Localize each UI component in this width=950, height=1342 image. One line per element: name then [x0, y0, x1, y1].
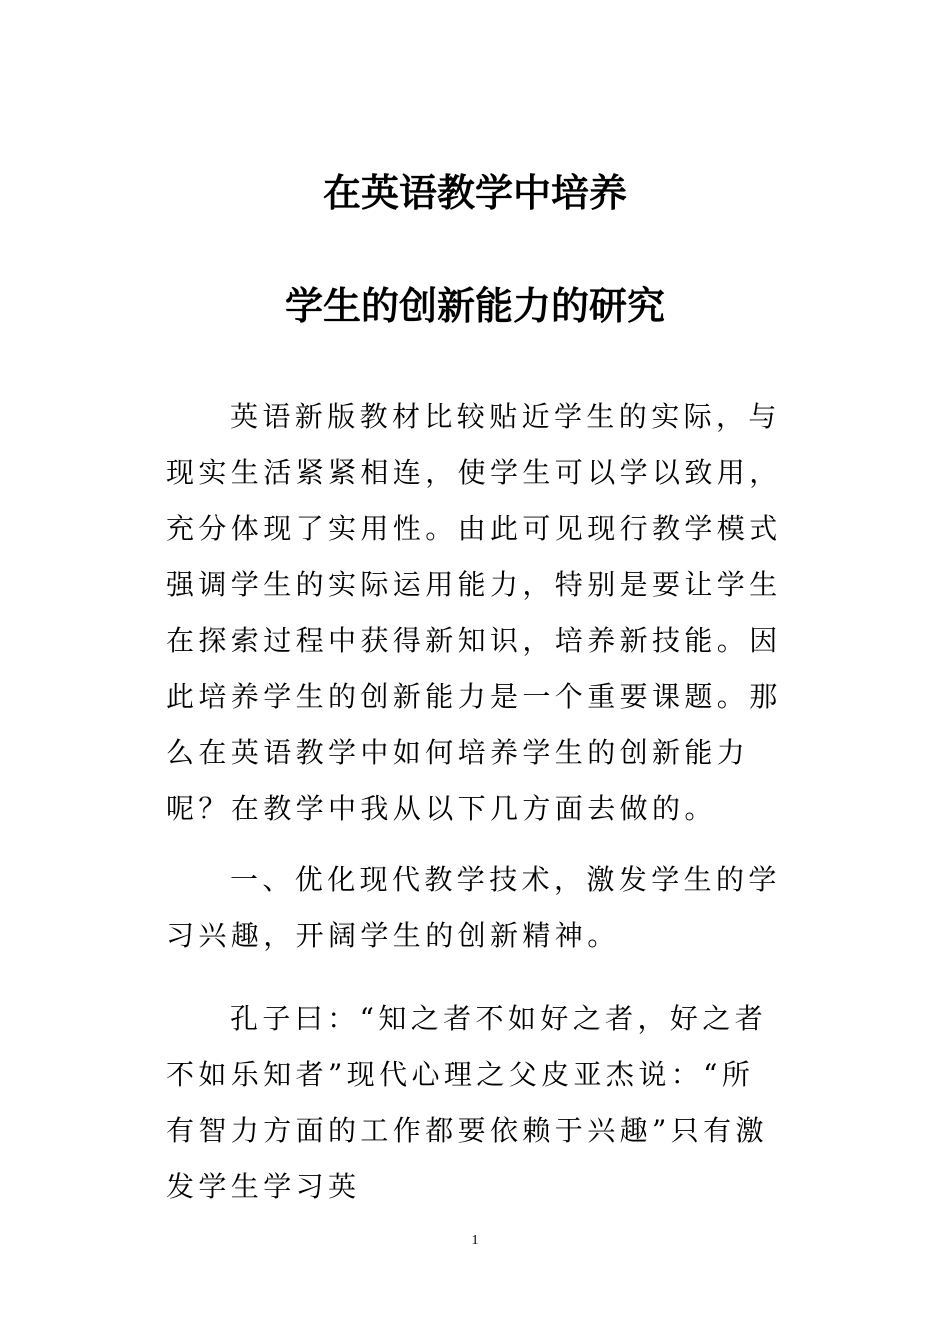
document-title-line-1: 在英语教学中培养	[322, 171, 627, 215]
body-paragraph-intro: 英语新版教材比较贴近学生的实际，与现实生活紧紧相连，使学生可以学以致用，充分体现了实用性。由此可见现行教学模式强调学生的实际运用能力，特别是要让学生在探索过程中获得新知识，培养新技能。因此培养学生的创新能力是一个重要课题。那么在英语教学中如何培养学生的创新能力呢？在教学中我从以下几方面去做的。	[166, 400, 782, 825]
section-heading-1: 一、优化现代教学技术，激发学生的学习兴趣，开阔学生的创新精神。	[166, 863, 781, 952]
body-paragraph-confucius-quote: 孔子曰：“知之者不如好之者，好之者不如乐知者”现代心理之父皮亚杰说：“所有智力方面的工作都要依赖于兴趣”只有激发学生学习英	[166, 1002, 768, 1203]
page-number: 1	[471, 1233, 479, 1248]
document-title-line-2: 学生的创新能力的研究	[284, 284, 665, 328]
